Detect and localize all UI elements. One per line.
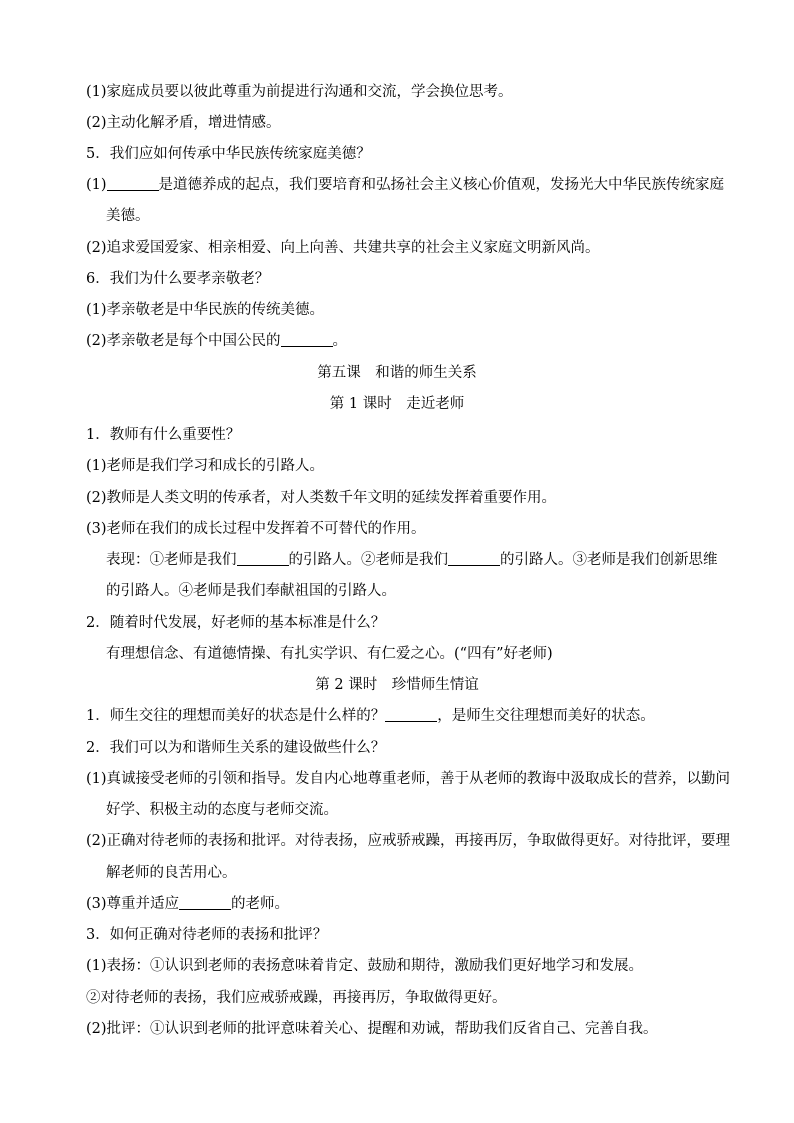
text-line: (1)表扬：①认识到老师的表扬意味着肯定、鼓励和期待，激励我们更好地学习和发展。 [86,958,644,974]
section-title: 第 1 课时 走近老师 [329,396,465,412]
text-line: (2)追求爱国爱家、相亲相爱、向上向善、共建共享的社会主义家庭文明新风尚。 [86,240,600,256]
question-heading: 1．教师有什么重要性？ [86,427,241,443]
question-heading: 3．如何正确对待老师的表扬和批评？ [86,927,328,943]
fill-blank[interactable] [385,707,437,722]
text-line: 好学、积极主动的态度与老师交流。 [106,802,338,818]
text-line: 的引路人。④老师是我们奉献祖国的引路人。 [106,583,396,599]
question-heading: 2．随着时代发展，好老师的基本标准是什么？ [86,615,386,631]
text-line: (2)正确对待老师的表扬和批评。对待表扬，应戒骄戒躁，再接再厉，争取做得更好。对待批评，要理 [86,833,731,849]
fill-blank[interactable] [107,176,159,191]
fill-blank[interactable] [237,551,289,566]
text-line: (1)孝亲敬老是中华民族的传统美德。 [86,302,325,318]
text-line: (1) 是道德养成的起点，我们要培育和弘扬社会主义核心价值观，发扬光大中华民族传统家庭 [86,177,725,193]
section-title: 第 2 课时 珍惜师生情谊 [315,677,479,693]
question-heading: 5．我们应如何传承中华民族传统家庭美德？ [86,146,371,162]
text-line: ②对待老师的表扬，我们应戒骄戒躁，再接再厉，争取做得更好。 [86,990,507,1006]
text-line: (1)老师是我们学习和成长的引路人。 [86,458,325,474]
lesson-title: 第五课 和谐的师生关系 [317,365,477,381]
question-heading: 1．师生交往的理想而美好的状态是什么样的？ ，是师生交往理想而美好的状态。 [86,708,655,724]
text-line: 美德。 [106,208,150,224]
text-line: (3)老师在我们的成长过程中发挥着不可替代的作用。 [86,521,426,537]
text-line: (1)家庭成员要以彼此尊重为前提进行沟通和交流，学会换位思考。 [86,84,513,100]
text-line: 有理想信念、有道德情操、有扎实学识、有仁爱之心。(“四有”好老师) [106,646,553,662]
text-line: (2)批评：①认识到老师的批评意味着关心、提醒和劝诫，帮助我们反省自己、完善自我。 [86,1021,658,1037]
text-line: (3)尊重并适应 的老师。 [86,896,290,912]
text-line: (2)主动化解矛盾，增进情感。 [86,115,281,131]
text-line: 解老师的良苦用心。 [106,865,237,881]
text-line: (2)教师是人类文明的传承者，对人类数千年文明的延续发挥着重要作用。 [86,490,557,506]
fill-blank[interactable] [179,895,231,910]
fill-blank[interactable] [281,332,333,347]
text-line: (1)真诚接受老师的引领和指导。发自内心地尊重老师，善于从老师的教诲中汲取成长的营养，以勤问 [86,771,731,787]
text-line: 表现：①老师是我们 的引路人。②老师是我们 的引路人。③老师是我们创新思维 [106,552,718,568]
question-heading: 6．我们为什么要孝亲敬老？ [86,271,270,287]
fill-blank[interactable] [448,551,500,566]
text-line: (2)孝亲敬老是每个中国公民的 。 [86,333,348,349]
question-heading: 2．我们可以为和谐师生关系的建设做些什么？ [86,740,386,756]
